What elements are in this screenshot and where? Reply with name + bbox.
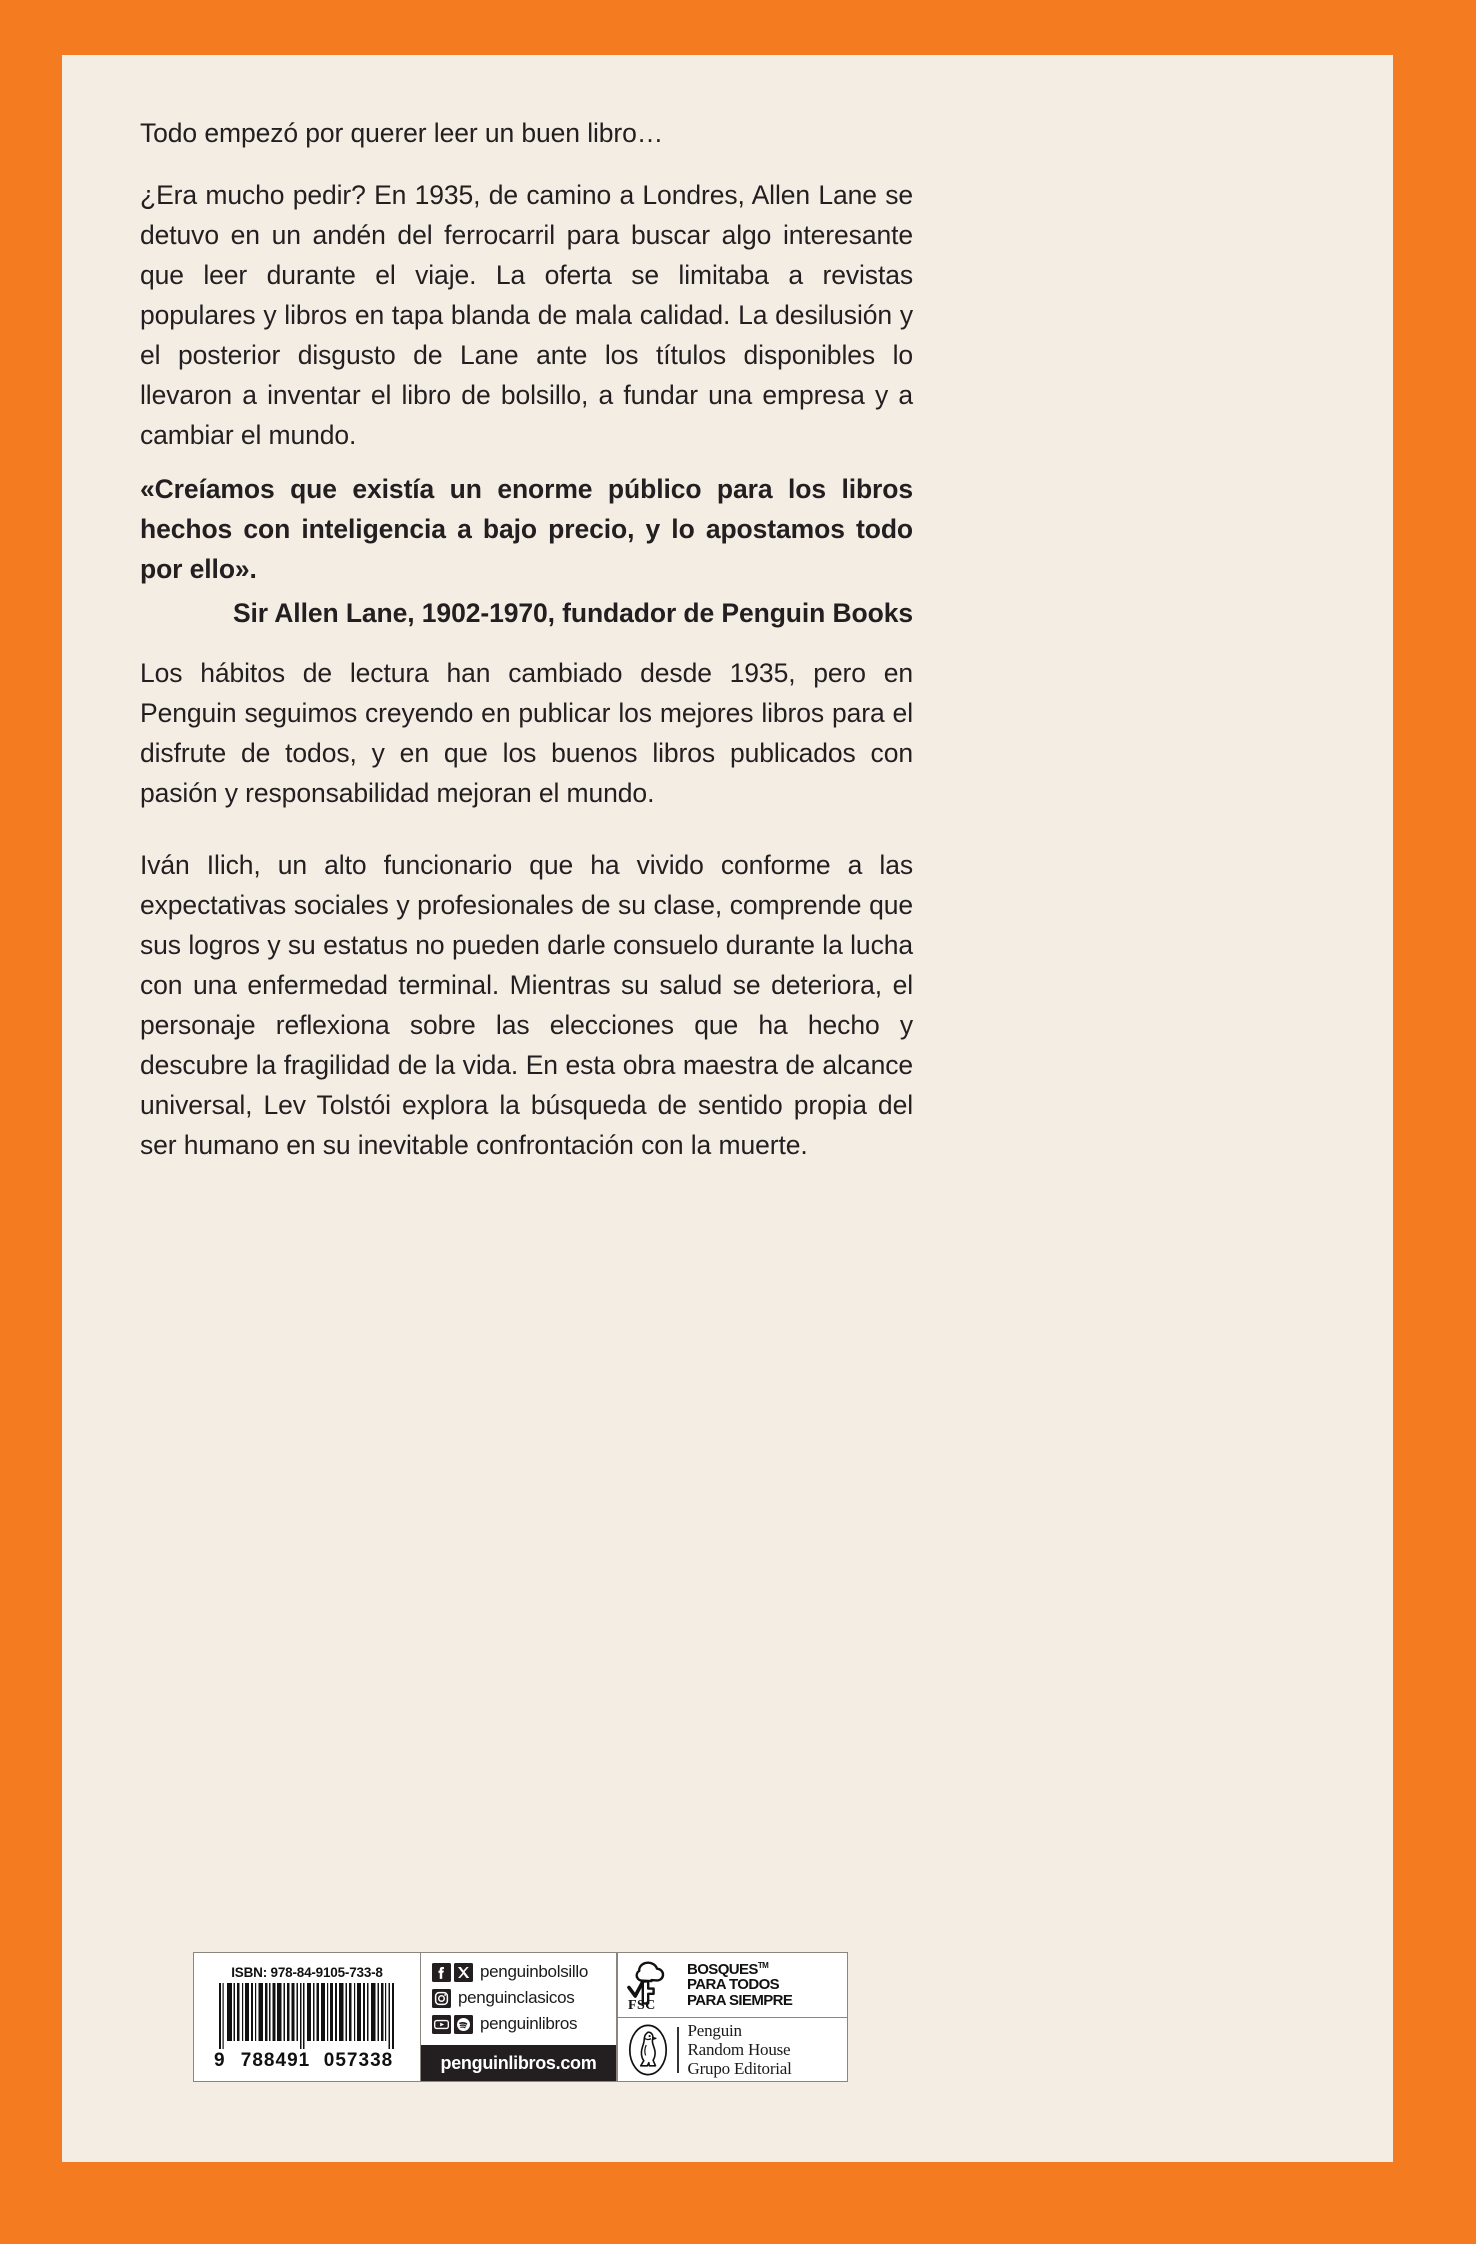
social-handle-penguinlibros[interactable]: penguinlibros	[480, 2014, 578, 2033]
facebook-icon[interactable]	[432, 1963, 451, 1982]
fsc-line-3: PARA SIEMPRE	[687, 1991, 793, 2009]
social-row-penguinbolsillo[interactable]	[432, 1962, 616, 1982]
book-back-cover-panel	[62, 55, 1393, 2162]
spotify-icon[interactable]	[454, 2015, 473, 2034]
allen-lane-quote: «Creíamos que existía un enorme público para los libros hechos con inteligencia a bajo precio, y lo apostamos todo por ello».	[140, 474, 913, 584]
barcode-digits	[214, 2050, 400, 2072]
website-bar[interactable]	[421, 2045, 616, 2081]
youtube-icon[interactable]	[432, 2015, 451, 2034]
penguin-story-block	[140, 113, 913, 827]
penguin-story-lead: Todo empezó por querer leer un buen libro…	[140, 118, 664, 148]
social-handles-list	[421, 1953, 616, 2040]
fsc-tree-checkmark-icon	[626, 1959, 680, 2011]
publisher-name	[688, 2021, 792, 2078]
fsc-slogan	[687, 1962, 792, 2008]
social-row-penguinlibros[interactable]	[432, 2014, 616, 2034]
barcode-icon	[219, 1983, 395, 2049]
fsc-abbr-text: FSC	[628, 1998, 656, 2011]
publisher-line-1: Penguin	[687, 2020, 742, 2040]
publisher-divider	[677, 2027, 679, 2073]
social-handle-penguinbolsillo[interactable]: penguinbolsillo	[480, 1962, 588, 1981]
certification-publisher-stack	[617, 1952, 848, 2082]
isbn-barcode-cell	[193, 1952, 421, 2082]
isbn-label: ISBN: 978-84-9105-733-8	[231, 1964, 383, 1980]
fsc-line-2: PARA TODOS	[687, 1976, 780, 1994]
book-synopsis-block	[140, 845, 913, 1165]
social-media-cell	[421, 1952, 617, 2082]
instagram-icon[interactable]	[432, 1989, 451, 2008]
fsc-line-1: BOSQUES™	[687, 1961, 769, 1979]
penguin-closing-paragraph: Los hábitos de lectura han cambiado desde 1935, pero en Penguin seguimos creyendo en publicar los mejores libros para el disfrute de todos, y en que los buenos libros publicados con pasión y responsabilidad mejoran el mundo.	[140, 658, 913, 808]
penguin-logo-icon	[628, 2024, 668, 2076]
social-row-penguinclasicos[interactable]	[432, 1988, 616, 2008]
barcode-digit-group-2: 057338	[323, 2049, 394, 2071]
barcode-digit-group-1: 788491	[240, 2049, 311, 2071]
x-twitter-icon[interactable]	[454, 1963, 473, 1982]
social-handle-penguinclasicos[interactable]: penguinclasicos	[458, 1988, 575, 2007]
allen-lane-attribution: Sir Allen Lane, 1902-1970, fundador de Penguin Books	[232, 598, 913, 628]
publisher-cell	[618, 2018, 847, 2081]
fsc-certification-cell	[618, 1953, 847, 2018]
synopsis-text: Iván Ilich, un alto funcionario que ha vivido conforme a las expectativas sociales y profesionales de su clase, comprende que sus logros y su estatus no pueden darle consuelo durante la lucha con una enfermedad terminal. Mientras su salud se deteriora, el personaje reflexiona sobre las elecciones que ha hecho y descubre la fragilidad de la vida. En esta obra maestra de alcance universal, Lev Tolstói explora la búsqueda de sentido propia del ser humano en su inevitable confrontación con la muerte.	[140, 850, 913, 1160]
publisher-line-2: Random House	[687, 2039, 791, 2059]
penguin-story-paragraph: ¿Era mucho pedir? En 1935, de camino a Londres, Allen Lane se detuvo en un andén del ferrocarril para buscar algo interesante que leer durante el viaje. La oferta se limitaba a revistas populares y libros en tapa blanda de mala calidad. La desilusión y el posterior disgusto de Lane ante los títulos disponibles lo llevaron a inventar el libro de bolsillo, a fundar una empresa y a cambiar el mundo.	[140, 180, 913, 450]
publisher-line-3: Grupo Editorial	[687, 2059, 792, 2079]
website-url[interactable]: penguinlibros.com	[440, 2052, 597, 2073]
barcode-digit-left: 9	[214, 2049, 226, 2071]
footer-logo-strip	[193, 1952, 848, 2082]
